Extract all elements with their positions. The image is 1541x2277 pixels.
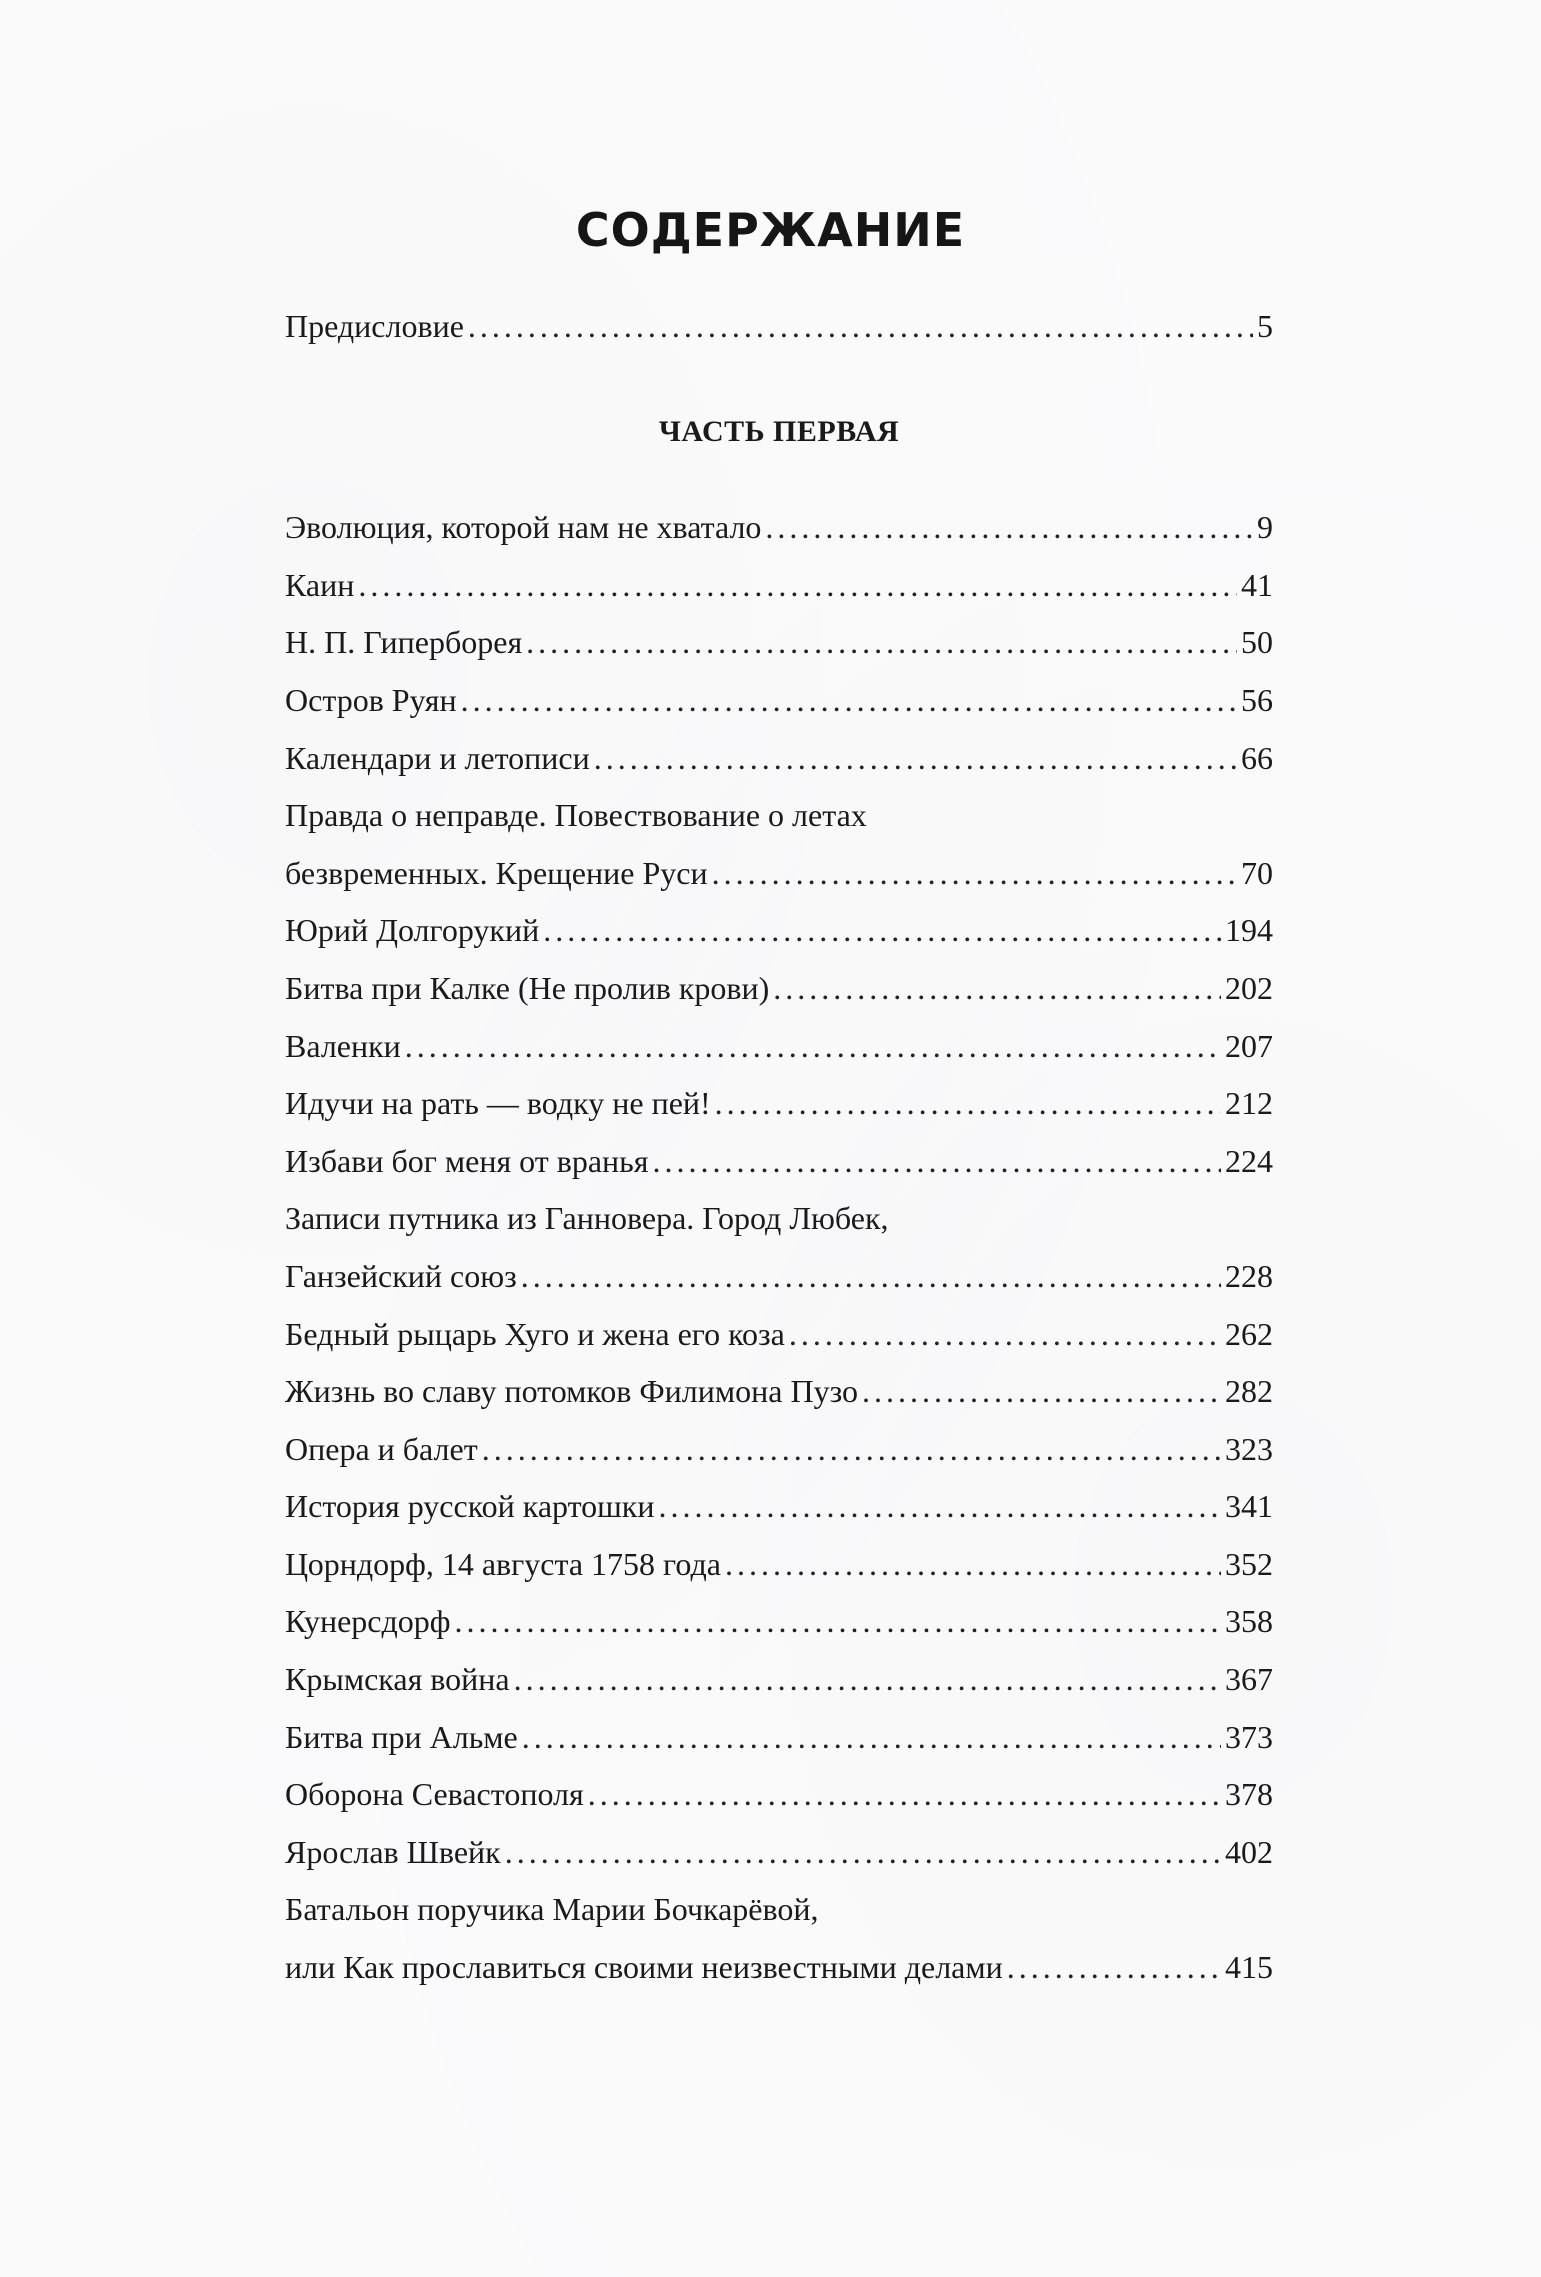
toc-entry-label: Идучи на рать — водку не пей!	[285, 1085, 711, 1122]
part-heading: ЧАСТЬ ПЕРВАЯ	[658, 414, 900, 448]
dot-leader	[461, 672, 1237, 730]
toc-page-number: 358	[1225, 1603, 1273, 1640]
toc-entry-label: Крымская война	[285, 1661, 510, 1698]
toc-entry	[285, 787, 1273, 902]
table-of-contents	[285, 298, 1273, 1997]
toc-entry-label: Юрий Долгорукий	[285, 912, 540, 949]
dot-leader	[712, 845, 1237, 903]
dot-leader	[862, 1363, 1221, 1421]
toc-entry-label-line1: Записи путника из Ганновера. Город Любек,	[285, 1200, 889, 1237]
dot-leader	[725, 1536, 1221, 1594]
toc-entry	[285, 1536, 1273, 1594]
toc-page-number: 228	[1225, 1257, 1273, 1294]
dot-leader	[594, 730, 1237, 788]
toc-entry-label: Жизнь во славу потомков Филимона Пузо	[285, 1373, 859, 1410]
page-title: СОДЕРЖАНИЕ	[575, 202, 966, 257]
dot-leader	[468, 298, 1253, 356]
toc-entry-label: Ганзейский союз	[285, 1257, 517, 1294]
toc-entry	[285, 557, 1273, 615]
toc-page-number: 70	[1241, 854, 1273, 891]
toc-entry-label: Избави бог меня от вранья	[285, 1142, 649, 1179]
toc-page-number: 378	[1225, 1776, 1273, 1813]
toc-entry	[285, 1363, 1273, 1421]
toc-entry-label: История русской картошки	[285, 1488, 655, 1525]
toc-entry	[285, 1593, 1273, 1651]
toc-entry	[285, 1421, 1273, 1479]
dot-leader	[715, 1075, 1221, 1133]
toc-entry-label: Остров Руян	[285, 681, 457, 718]
toc-entry-preface	[285, 298, 1273, 356]
toc-entry-label: Каин	[285, 566, 355, 603]
dot-leader	[405, 1018, 1221, 1076]
toc-entry-label: Эволюция, которой нам не хватало	[285, 509, 762, 546]
dot-leader	[521, 1248, 1221, 1306]
dot-leader	[505, 1824, 1221, 1882]
toc-page-number: 212	[1225, 1085, 1273, 1122]
dot-leader	[482, 1421, 1221, 1479]
toc-entry-label: Предисловие	[285, 308, 464, 344]
toc-page-number: 402	[1225, 1833, 1273, 1870]
toc-entry	[285, 1190, 1273, 1305]
toc-entry	[285, 1075, 1273, 1133]
toc-page-number: 207	[1225, 1027, 1273, 1064]
toc-page-number: 373	[1225, 1718, 1273, 1755]
toc-page-number: 50	[1241, 624, 1273, 661]
toc-page-number: 41	[1241, 566, 1273, 603]
toc-page-number: 282	[1225, 1373, 1273, 1410]
toc-entry	[285, 902, 1273, 960]
toc-entry	[285, 1018, 1273, 1076]
dot-leader	[652, 1133, 1221, 1191]
toc-entry-label: Опера и балет	[285, 1430, 478, 1467]
dot-leader	[1007, 1939, 1221, 1997]
dot-leader	[358, 557, 1237, 615]
toc-entry	[285, 1133, 1273, 1191]
toc-entry	[285, 730, 1273, 788]
toc-page-number: 194	[1225, 912, 1273, 949]
toc-page-number: 352	[1225, 1545, 1273, 1582]
toc-entry	[285, 499, 1273, 557]
toc-page-number: 323	[1225, 1430, 1273, 1467]
toc-entry	[285, 672, 1273, 730]
toc-entry	[285, 1881, 1273, 1996]
toc-entry-label: Ярослав Швейк	[285, 1833, 501, 1870]
toc-entry-label-line1: Правда о неправде. Повествование о летах	[285, 797, 867, 834]
dot-leader	[658, 1478, 1221, 1536]
toc-entry-label: Календари и летописи	[285, 739, 590, 776]
toc-entry	[285, 1709, 1273, 1767]
toc-entry	[285, 1306, 1273, 1364]
dot-leader	[454, 1593, 1221, 1651]
dot-leader	[588, 1766, 1221, 1824]
toc-entry-label: Цорндорф, 14 августа 1758 года	[285, 1545, 721, 1582]
toc-page-number: 367	[1225, 1661, 1273, 1698]
toc-entry	[285, 960, 1273, 1018]
toc-page-number: 56	[1241, 681, 1273, 718]
toc-entry-label: Н. П. Гиперборея	[285, 624, 523, 661]
toc-page-number: 341	[1225, 1488, 1273, 1525]
toc-page-number: 66	[1241, 739, 1273, 776]
toc-entry	[285, 1766, 1273, 1824]
dot-leader	[773, 960, 1221, 1018]
toc-entry-label: Битва при Калке (Не пролив крови)	[285, 969, 770, 1006]
toc-entry	[285, 1651, 1273, 1709]
toc-entry-label: или Как прославиться своими неизвестными делами	[285, 1949, 1003, 1986]
toc-entry-label: Валенки	[285, 1027, 401, 1064]
toc-page-number: 202	[1225, 969, 1273, 1006]
toc-entry-label: Бедный рыцарь Хуго и жена его коза	[285, 1315, 785, 1352]
toc-page-number: 9	[1257, 509, 1273, 546]
toc-page-number: 262	[1225, 1315, 1273, 1352]
dot-leader	[789, 1306, 1221, 1364]
toc-page-number: 415	[1225, 1949, 1273, 1986]
toc-entry-label: Битва при Альме	[285, 1718, 518, 1755]
dot-leader	[526, 614, 1237, 672]
toc-entry-label: безвременных. Крещение Руси	[285, 854, 708, 891]
dot-leader	[543, 902, 1221, 960]
toc-entry-label: Оборона Севастополя	[285, 1776, 584, 1813]
toc-entry-label-line1: Батальон поручика Марии Бочкарёвой,	[285, 1891, 819, 1928]
toc-entry	[285, 1478, 1273, 1536]
dot-leader	[765, 499, 1253, 557]
dot-leader	[514, 1651, 1221, 1709]
toc-page-number: 224	[1225, 1142, 1273, 1179]
toc-entry	[285, 1824, 1273, 1882]
dot-leader	[522, 1709, 1221, 1767]
toc-page-number: 5	[1257, 308, 1273, 344]
toc-entry-label: Кунерсдорф	[285, 1603, 451, 1640]
toc-entry	[285, 614, 1273, 672]
